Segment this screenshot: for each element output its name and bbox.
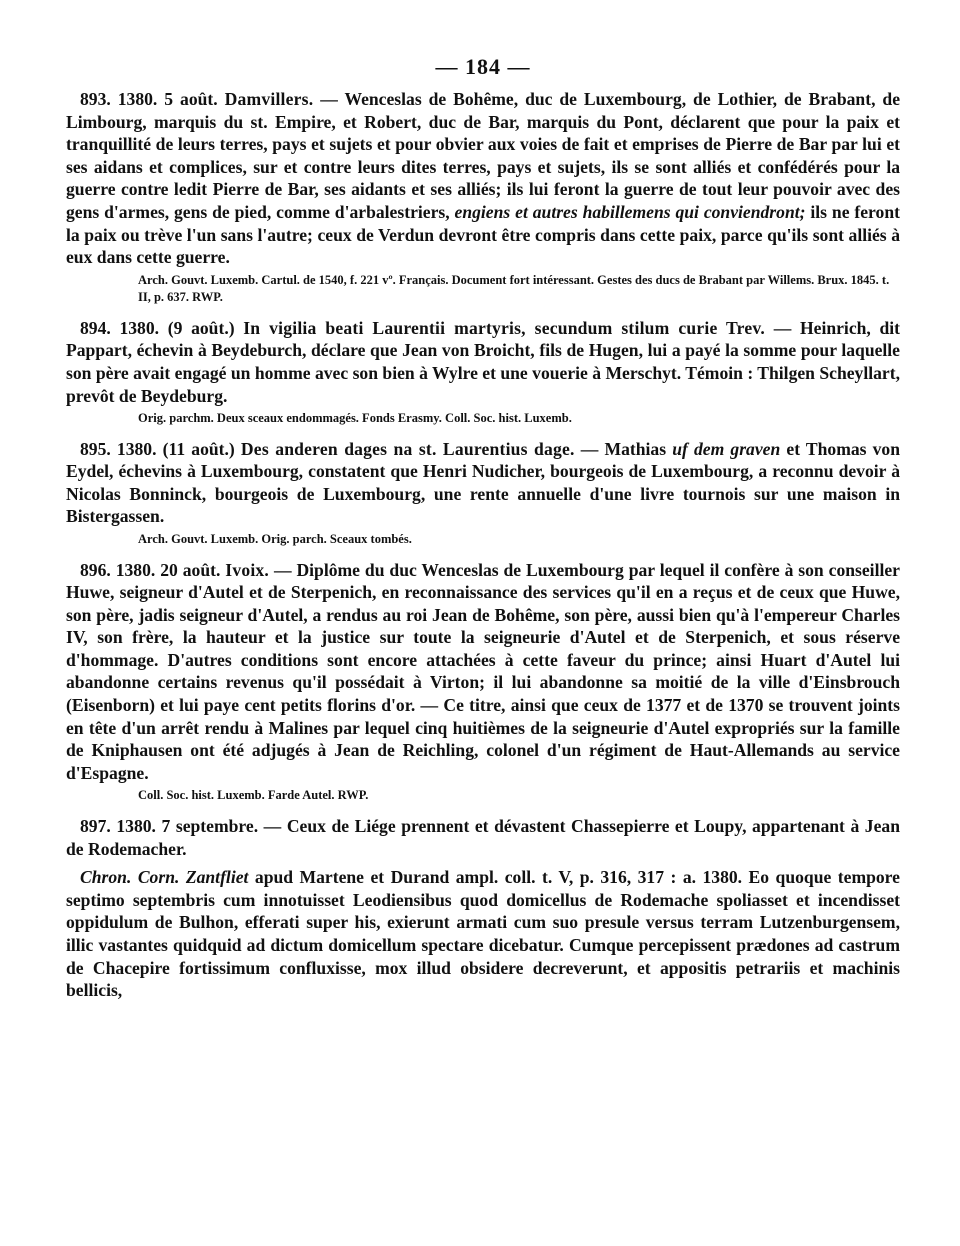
entry-896 [66, 559, 900, 805]
chronicle-quote [66, 866, 900, 1002]
entry-body [66, 815, 900, 860]
source-note: Arch. Gouvt. Luxemb. Orig. parch. Sceaux tombés. [138, 532, 412, 546]
entry-date: (9 août.) [167, 317, 235, 338]
entry-date: 7 septembre. [161, 815, 259, 836]
entry-894 [66, 317, 900, 428]
entry-italic-text: uf dem graven [672, 438, 781, 459]
entry-text-lead: — Mathias [580, 438, 667, 459]
entry-place: In vigilia beati Laurentii martyris, secundum stilum curie Trev. [243, 317, 765, 338]
entry-text: — Diplôme du duc Wenceslas de Luxembourg par lequel il confère à son conseiller Huwe, seigneur d'Autel et de Sterpenich, en reconnaissance des services qu'il en a reçus et de ceux que Huwe, son père, jadis seigneur d'Autel, a rendus au roi Jean de Bohême, son père, aussi bien qu'à l'empereur Charles IV, son frère, la hauteur et la justice sur toute la seigneurie d'Autel et de Sterpenich, et sous réserve d'hommage. D'autres conditions sont encore attachées à cette faveur du prince; ainsi Huart d'Autel lui abandonne certains revenus qu'il possédait à Virton; il lui abandonne sa moitié de la ville d'Einsbrouch (Eisenborn) et lui paye cent petits florins d'or. — Ce titre, ainsi que ceux de 1377 et de 1370 se trouvent joints en tête d'un arrêt rendu à Malines par lequel cinq huitièmes de la seigneurie d'Autel expropriés sur la famille de Kniphausen ont été adjugés à Jean de Reichling, colonel d'un régiment de Haut-Allemands au service d'Espagne. [66, 559, 900, 783]
entry-body [66, 317, 900, 407]
entry-place: Damvillers. [224, 89, 314, 109]
entry-number: 895. 1380. [80, 438, 157, 459]
entry-895 [66, 438, 900, 549]
chronicle-source: Chron. Corn. Zantfliet [80, 867, 249, 888]
source-note: Coll. Soc. hist. Luxemb. Farde Autel. RWP. [138, 788, 369, 803]
entry-place: Des anderen dages na st. Laurentius dage. [240, 438, 575, 459]
entry-date: 5 août. [164, 89, 218, 109]
document-page [66, 52, 900, 1002]
source-note: Orig. parchm. Deux sceaux endommagés. Fonds Erasmy. Coll. Soc. hist. Luxemb. [138, 411, 572, 426]
entry-body [66, 88, 900, 269]
entry-place: Ivoix. [225, 559, 270, 580]
entry-text: — Heinrich, dit Pappart, échevin à Beydeburch, déclare que Jean von Broicht, fils de Hugen, lui a payé la somme pour laquelle son père avait engagé un homme avec son bien à Wylre et une vouerie à Merschyt. Témoin : Thilgen Scheyllart, prevôt de Beydeburg. [66, 317, 901, 406]
chronicle-text: apud Martene et Durand ampl. coll. t. V, p. 316, 317 : a. 1380. Eo quoque tempore septimo septembris cum innotuisset Leodiensibus quod domicellus de Rodemache spoliasset et incendisset oppidulum de Bulhon, efferati super his, exierunt armati cum suo presule versus terram Lutzenburgensem, illic vastantes quidquid ad dictum domicellum spectare dicebatur. Cumque percepissent prædones ad castrum de Chacepire fortissimum confluxisse, mox illud obsidere decreverunt, et appositis petrariis et machinis bellicis, [66, 867, 900, 1001]
entry-date: 20 août. [160, 559, 221, 580]
entry-number: 894. 1380. [80, 317, 160, 338]
entry-number: 897. 1380. [80, 815, 156, 836]
entry-date: (11 août.) [162, 438, 235, 459]
entry-text: — Wenceslas de Bohême, duc de Luxembourg, de Lothier, de Brabant, de Limbourg, marquis du st. Empire, et Robert, duc de Bar, marquis du Pont, déclarent que pour la paix et tranquillité de leurs terres, pays et sujets et pour obvier aux voies de fait et emprises de Pierre de Bar par lui et ses aidans et complices, sur et contre leurs dites terres, pays et sujets, ils se sont alliés et confédérés pour la guerre contre ledit Pierre de Bar, ses aidants et ses alliés; ils lui feront la guerre de tout leur pouvoir avec des gens d'armes, gens de pied, comme d'arbalestriers, [66, 89, 900, 222]
entry-number: 893. 1380. [80, 89, 158, 109]
entry-text: et Thomas von Eydel, échevins à Luxembourg, constatent que Henri Nudicher, bourgeois de Luxembourg, a reconnu devoir à Nicolas Bonninck, bourgeois de Luxembourg, une rente annuelle d'une livre tournois sur une maison in Bistergassen. [66, 438, 900, 527]
entry-body [66, 438, 900, 528]
entry-number: 896. 1380. [80, 559, 156, 580]
source-note: Arch. Gouvt. Luxemb. Cartul. de 1540, f. 221 vº. Français. Document fort intéressant. Gestes des ducs de Brabant par Willems. Brux. 1845. t. II, p. 637. RWP. [138, 272, 890, 305]
entry-897 [66, 815, 900, 1002]
entry-body [66, 559, 900, 785]
entry-italic-text: engiens et autres habillemens qui conviendront; [454, 201, 806, 222]
entry-text: — Ceux de Liége prennent et dévastent Chassepierre et Loupy, appartenant à Jean de Rodemacher. [66, 815, 900, 859]
page-number: — 184 — [435, 54, 531, 79]
entry-text-continued: ils ne feront la paix ou trève l'un sans l'autre; ceux de Verdun devront être compris dans cette paix, parce qu'ils sont alliés à eux dans cette guerre. [66, 201, 900, 268]
entry-893 [66, 88, 900, 307]
